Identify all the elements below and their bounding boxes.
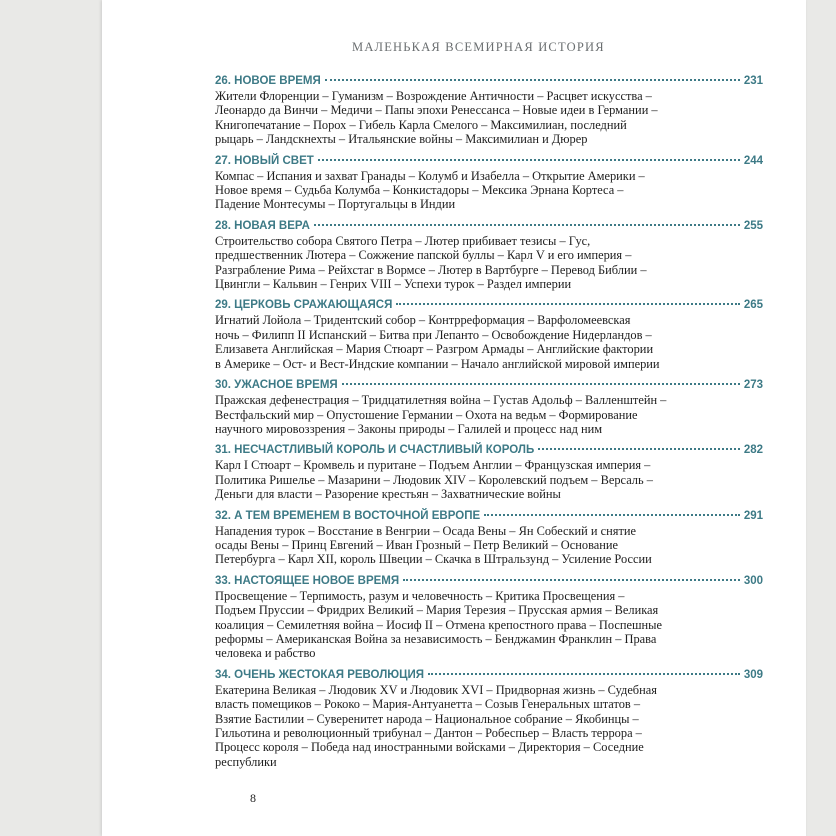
topic-line: коалиция – Семилетняя война – Иосиф II – Отмена крепостного права – Поспешные <box>215 617 663 632</box>
topic-line: Падение Монтесумы – Португальцы в Индии <box>215 197 456 212</box>
toc-entry <box>215 573 763 661</box>
chapter-title: 34. ОЧЕНЬ ЖЕСТОКАЯ РЕВОЛЮЦИЯ <box>215 668 425 681</box>
chapter-title: 31. НЕСЧАСТЛИВЫЙ КОРОЛЬ И СЧАСТЛИВЫЙ КОРОЛЬ <box>215 444 535 457</box>
topic-line: Компас – Испания и захват Гранады – Колумб и Изабелла – Открытие Америки – <box>215 168 645 183</box>
topic-line: Процесс короля – Победа над иностранными войсками – Директория – Соседние <box>215 740 644 755</box>
chapter-page-number: 273 <box>743 379 763 392</box>
topic-line: власть помещиков – Рококо – Мария-Антуанетта – Созыв Генеральных штатов – <box>215 697 641 712</box>
topic-line: республики <box>215 754 277 769</box>
toc-entry-heading <box>215 73 763 88</box>
topic-line: Нападения турок – Восстание в Венгрии – Осада Вены – Ян Собеский и снятие <box>215 523 636 538</box>
chapter-topics <box>215 458 763 501</box>
topic-line: Пражская дефенестрация – Тридцатилетняя война – Густав Адольф – Валленштейн – <box>215 393 667 408</box>
chapter-page-number: 300 <box>743 574 763 587</box>
chapter-title: 32. А ТЕМ ВРЕМЕНЕМ В ВОСТОЧНОЙ ЕВРОПЕ <box>215 509 481 522</box>
running-head: МАЛЕНЬКАЯ ВСЕМИРНАЯ ИСТОРИЯ <box>352 40 605 54</box>
dot-leader <box>403 573 740 581</box>
dot-leader <box>484 508 740 516</box>
chapter-title: 27. НОВЫЙ СВЕТ <box>215 154 314 167</box>
toc-entry-heading <box>215 442 763 457</box>
chapter-page-number: 265 <box>743 299 763 312</box>
topic-line: Книгопечатание – Порох – Гибель Карла Смелого – Максимилиан, последний <box>215 117 627 132</box>
chapter-topics <box>215 524 763 567</box>
toc-entry <box>215 153 763 212</box>
toc-entry <box>215 377 763 436</box>
dot-leader <box>342 377 740 385</box>
toc-entry-heading <box>215 377 763 392</box>
topic-line: Политика Ришелье – Мазарини – Людовик XIV – Королевский подъем – Версаль – <box>215 472 653 487</box>
toc-entry <box>215 218 763 292</box>
dot-leader <box>396 297 739 305</box>
topic-line: Жители Флоренции – Гуманизм – Возрождение Античности – Расцвет искусства – <box>215 89 652 103</box>
toc-entry <box>215 297 763 371</box>
topic-line: Строительство собора Святого Петра – Лютер прибивает тезисы – Гус, <box>215 233 591 248</box>
topic-line: Елизавета Английская – Мария Стюарт – Разгром Армады – Английские фактории <box>215 342 654 357</box>
chapter-page-number: 282 <box>743 444 763 457</box>
chapter-page-number: 255 <box>743 219 763 232</box>
topic-line: Просвещение – Терпимость, разум и человечность – Критика Просвещения – <box>215 588 625 603</box>
topic-line: Цвингли – Кальвин – Генрих VIII – Успехи турок – Раздел империи <box>215 277 572 292</box>
page-number: 8 <box>250 791 256 805</box>
chapter-title: 29. ЦЕРКОВЬ СРАЖАЮЩАЯСЯ <box>215 299 393 312</box>
chapter-page-number: 309 <box>743 668 763 681</box>
chapter-topics <box>215 89 763 147</box>
dot-leader <box>428 667 740 675</box>
topic-line: Леонардо да Винчи – Медичи – Папы эпохи Ренессанса – Новые идеи в Германии – <box>215 103 658 118</box>
chapter-title: 30. УЖАСНОЕ ВРЕМЯ <box>215 379 338 392</box>
toc-entry-heading <box>215 297 763 312</box>
toc-entry-heading <box>215 218 763 233</box>
topic-line: Екатерина Великая – Людовик XV и Людовик XVI – Придворная жизнь – Судебная <box>215 682 657 697</box>
topic-line: Игнатий Лойола – Тридентский собор – Контрреформация – Варфоломеевская <box>215 313 631 328</box>
toc-entry-heading <box>215 573 763 588</box>
topic-line: Взятие Бастилии – Суверенитет народа – Национальное собрание – Якобинцы – <box>215 711 639 726</box>
dot-leader <box>325 73 740 81</box>
topic-line: Подъем Пруссии – Фридрих Великий – Мария Терезия – Прусская армия – Великая <box>215 603 659 618</box>
topic-line: Петербурга – Карл XII, король Швеции – Скачка в Штральзунд – Усиление России <box>215 552 652 567</box>
chapter-topics <box>215 313 763 371</box>
topic-line: Гильотина и революционный трибунал – Дантон – Робеспьер – Власть террора – <box>215 726 642 740</box>
topic-line: Карл I Стюарт – Кромвель и пуритане – Подъем Англии – Французская империя – <box>215 458 651 473</box>
topic-line: предшественник Лютера – Сожжение папской буллы – Карл V и его империя – <box>215 248 632 263</box>
topic-line: осады Вены – Принц Евгений – Иван Грозный – Петр Великий – Основание <box>215 537 619 552</box>
topic-line: Вестфальский мир – Опустошение Германии – Охота на ведьм – Формирование <box>215 407 638 422</box>
chapter-title: 33. НАСТОЯЩЕЕ НОВОЕ ВРЕМЯ <box>215 574 400 587</box>
toc-entry <box>215 508 763 567</box>
toc-entry <box>215 73 763 147</box>
toc-entry <box>215 667 763 769</box>
chapter-topics <box>215 589 763 661</box>
chapter-topics <box>215 683 763 769</box>
toc-entry-heading <box>215 508 763 523</box>
chapter-page-number: 244 <box>743 154 763 167</box>
chapter-topics <box>215 234 763 292</box>
chapter-topics <box>215 169 763 212</box>
table-of-contents <box>215 73 763 775</box>
toc-entry <box>215 442 763 501</box>
chapter-page-number: 291 <box>743 509 763 522</box>
topic-line: Разграбление Рима – Рейхстаг в Вормсе – Лютер в Вартбурге – Перевод Библии – <box>215 262 647 277</box>
chapter-title: 26. НОВОЕ ВРЕМЯ <box>215 75 321 87</box>
topic-line: научного мировоззрения – Законы природы – Галилей и процесс над ним <box>215 421 603 436</box>
topic-line: Деньги для власти – Разорение крестьян – Захватнические войны <box>215 487 561 502</box>
chapter-topics <box>215 393 763 436</box>
dot-leader <box>318 153 740 161</box>
topic-line: ночь – Филипп II Испанский – Битва при Лепанто – Освобождение Нидерландов – <box>215 327 652 342</box>
topic-line: в Америке – Ост- и Вест-Индские компании – Начало английской мировой империи <box>215 356 660 371</box>
dot-leader <box>314 218 740 226</box>
toc-entry-heading <box>215 153 763 168</box>
dot-leader <box>538 442 740 450</box>
topic-line: рыцарь – Ландскнехты – Итальянские войны – Максимилиан и Дюрер <box>215 132 588 147</box>
chapter-page-number: 231 <box>743 75 763 87</box>
chapter-title: 28. НОВАЯ ВЕРА <box>215 219 310 232</box>
topic-line: человека и рабство <box>215 646 316 661</box>
toc-entry-heading <box>215 667 763 682</box>
book-page <box>102 0 806 836</box>
topic-line: Новое время – Судьба Колумба – Конкистадоры – Мексика Эрнана Кортеса – <box>215 183 624 198</box>
topic-line: реформы – Американская Война за независимость – Бенджамин Франклин – Права <box>215 631 657 646</box>
